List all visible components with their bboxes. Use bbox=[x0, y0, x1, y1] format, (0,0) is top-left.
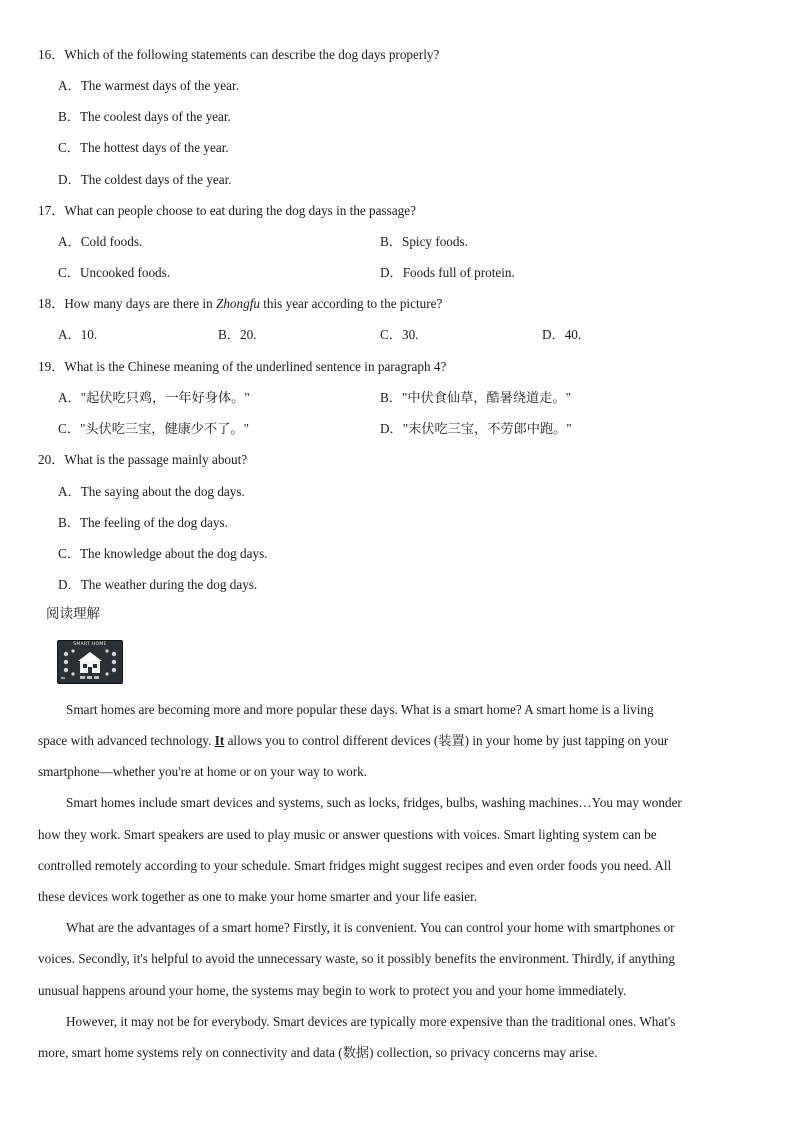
passage-p3-line1: What are the advantages of a smart home? Firstly, it is convenient. You can control your home with smartphones or bbox=[66, 920, 675, 935]
question-19-option-c: C．"头伏吃三宝，健康少不了。" bbox=[58, 421, 249, 436]
question-18-stem-post: this year according to the picture? bbox=[259, 296, 443, 311]
question-20-option-c: C．The knowledge about the dog days. bbox=[58, 546, 268, 561]
question-18-option-a: A．10. bbox=[58, 327, 98, 342]
passage-p2-line4: these devices work together as one to make your home smarter and your life easier. bbox=[38, 889, 478, 904]
question-19-option-d: D．"末伏吃三宝，不劳郎中跑。" bbox=[380, 421, 572, 436]
question-16-option-d: D．The coldest days of the year. bbox=[58, 172, 232, 187]
question-19-option-b: B．"中伏食仙草，酷暑绕道走。" bbox=[380, 390, 571, 405]
question-20-option-b: B．The feeling of the dog days. bbox=[58, 515, 228, 530]
passage-p4-line1: However, it may not be for everybody. Smart devices are typically more expensive than the traditional ones. What's bbox=[66, 1014, 676, 1029]
passage-p2-line3: controlled remotely according to your schedule. Smart fridges might suggest recipes and even order foods you need. All bbox=[38, 858, 672, 873]
question-17-option-c: C．Uncooked foods. bbox=[58, 265, 171, 280]
question-16-stem: 16．Which of the following statements can describe the dog days properly? bbox=[38, 47, 440, 62]
question-18-stem bbox=[38, 296, 442, 312]
question-16-option-a: A．The warmest days of the year. bbox=[58, 78, 239, 93]
question-16-option-b: B．The coolest days of the year. bbox=[58, 109, 231, 124]
passage-p2-line1: Smart homes include smart devices and systems, such as locks, fridges, bulbs, washing machines…You may wonder bbox=[66, 795, 682, 810]
passage-p1-line1: Smart homes are becoming more and more popular these days. What is a smart home? A smart home is a living bbox=[66, 702, 654, 717]
question-18-option-c: C．30. bbox=[380, 327, 419, 342]
question-17-option-a: A．Cold foods. bbox=[58, 234, 143, 249]
question-16-option-c: C．The hottest days of the year. bbox=[58, 140, 229, 155]
passage-p1-line2-pre: space with advanced technology. bbox=[38, 733, 215, 748]
smart-home-illustration bbox=[58, 641, 122, 683]
passage-p1-line2-post: allows you to control different devices (装置) in your home by just tapping on your bbox=[224, 733, 669, 748]
image-caption: SMART HOME bbox=[73, 642, 107, 647]
underlined-word-it: It bbox=[214, 733, 225, 748]
section-title: 阅读理解 bbox=[46, 606, 100, 622]
question-19-option-a: A．"起伏吃只鸡，一年好身体。" bbox=[58, 390, 250, 405]
question-17-option-b: B．Spicy foods. bbox=[380, 234, 468, 249]
passage-p2-line2: how they work. Smart speakers are used to play music or answer questions with voices. Smart lighting system can be bbox=[38, 827, 657, 842]
passage-p3-line3: unusual happens around your home, the systems may begin to work to protect you and your home immediately. bbox=[38, 983, 627, 998]
question-18-option-d: D．40. bbox=[542, 327, 582, 342]
question-20-stem: 20．What is the passage mainly about? bbox=[38, 452, 248, 467]
question-17-stem: 17．What can people choose to eat during the dog days in the passage? bbox=[38, 203, 416, 218]
question-19-stem: 19．What is the Chinese meaning of the underlined sentence in paragraph 4? bbox=[38, 359, 447, 374]
question-18-stem-pre: 18．How many days are there in bbox=[38, 296, 216, 311]
question-18-option-b: B．20. bbox=[218, 327, 257, 342]
question-20-option-a: A．The saying about the dog days. bbox=[58, 484, 245, 499]
smart-home-panel-icon bbox=[57, 640, 123, 684]
passage-p4-line2: more, smart home systems rely on connectivity and data (数据) collection, so privacy concerns may arise. bbox=[38, 1045, 598, 1060]
passage-p1-line3: smartphone—whether you're at home or on your way to work. bbox=[38, 764, 368, 779]
question-17-option-d: D．Foods full of protein. bbox=[380, 265, 515, 280]
question-18-stem-italic: Zhongfu bbox=[215, 296, 260, 311]
question-20-option-d: D．The weather during the dog days. bbox=[58, 577, 258, 592]
passage-p1-line2 bbox=[38, 733, 750, 749]
passage-p3-line2: voices. Secondly, it's helpful to avoid the unnecessary waste, so it possibly benefits the environment. Thirdly, if anything bbox=[38, 951, 675, 966]
